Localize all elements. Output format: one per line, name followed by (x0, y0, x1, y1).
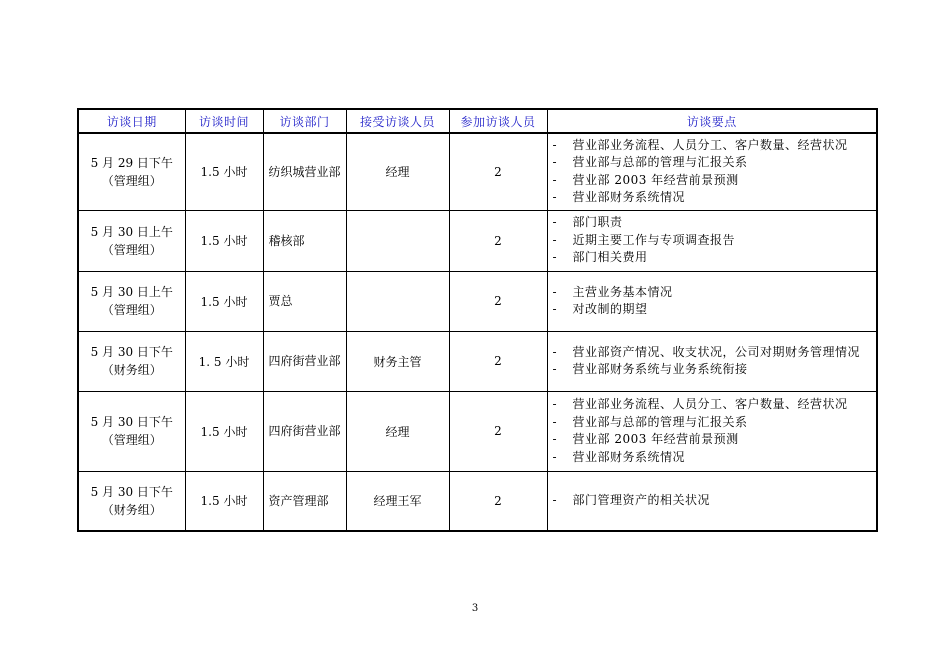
list-item: - 营业部资产情况、收支状况，公司对期财务管理情况 (553, 344, 872, 362)
dept-cell: 贾总 (263, 271, 346, 331)
interviewee-cell: 财务主管 (346, 331, 449, 391)
participants-cell: 2 (449, 271, 547, 331)
group-text: （管理组） (101, 303, 162, 317)
list-item: - 营业部 2003 年经营前景预测 (553, 172, 872, 190)
key-points-list (553, 214, 872, 267)
key-points-cell (547, 331, 877, 391)
time-cell: 1.5 小时 (185, 133, 263, 210)
header-dept: 访谈部门 (263, 109, 346, 133)
list-item: - 营业部财务系统与业务系统衔接 (553, 361, 872, 379)
participants-cell: 2 (449, 210, 547, 271)
list-item: - 部门管理资产的相关状况 (553, 492, 872, 510)
list-item: - 主营业务基本情况 (553, 284, 872, 302)
key-points-list (553, 492, 872, 510)
date-cell (78, 271, 185, 331)
participants-cell: 2 (449, 471, 547, 531)
date-cell (78, 210, 185, 271)
date-cell (78, 331, 185, 391)
dept-cell: 纺织城营业部 (263, 133, 346, 210)
date-text: 5 月 30 日下午 (90, 484, 173, 499)
dept-cell: 资产管理部 (263, 471, 346, 531)
dept-cell: 稽核部 (263, 210, 346, 271)
date-text: 5 月 29 日下午 (90, 155, 173, 170)
participants-cell: 2 (449, 133, 547, 210)
time-cell: 1.5 小时 (185, 391, 263, 471)
list-item: - 营业部业务流程、人员分工、客户数量、经营状况 (553, 137, 872, 155)
date-text: 5 月 30 日下午 (90, 415, 173, 429)
key-points-list (553, 344, 872, 379)
participants-cell: 2 (449, 331, 547, 391)
group-text: （管理组） (101, 242, 162, 257)
date-text: 5 月 30 日下午 (90, 345, 173, 359)
table-row (78, 391, 877, 471)
date-text: 5 月 30 日上午 (90, 224, 173, 239)
list-item: - 营业部与总部的管理与汇报关系 (553, 414, 872, 432)
participants-cell: 2 (449, 391, 547, 471)
list-item: - 对改制的期望 (553, 301, 872, 319)
interviewee-cell: 经理王军 (346, 471, 449, 531)
header-date: 访谈日期 (78, 109, 185, 133)
table-row (78, 133, 877, 210)
date-cell (78, 133, 185, 210)
dept-cell: 四府街营业部 (263, 391, 346, 471)
group-text: （财务组） (101, 363, 162, 377)
list-item: - 营业部 2003 年经营前景预测 (553, 431, 872, 449)
key-points-cell (547, 210, 877, 271)
group-text: （管理组） (101, 433, 162, 447)
list-item: - 部门相关费用 (553, 249, 872, 267)
table-row (78, 331, 877, 391)
time-cell: 1.5 小时 (185, 471, 263, 531)
date-cell (78, 391, 185, 471)
interview-schedule-table (77, 108, 878, 532)
interviewee-cell (346, 271, 449, 331)
time-cell: 1.5 小时 (185, 210, 263, 271)
list-item: - 营业部与总部的管理与汇报关系 (553, 154, 872, 172)
list-item: - 营业部业务流程、人员分工、客户数量、经营状况 (553, 396, 872, 414)
header-participants: 参加访谈人员 (449, 109, 547, 133)
interviewee-cell (346, 210, 449, 271)
date-cell (78, 471, 185, 531)
table-row (78, 210, 877, 271)
key-points-cell (547, 471, 877, 531)
table-header-row (78, 109, 877, 133)
table-row (78, 271, 877, 331)
page-number: 3 (471, 603, 479, 614)
list-item: - 营业部财务系统情况 (553, 449, 872, 467)
header-time: 访谈时间 (185, 109, 263, 133)
key-points-list (553, 284, 872, 319)
time-cell: 1.5 小时 (185, 271, 263, 331)
key-points-cell (547, 271, 877, 331)
group-text: （管理组） (101, 173, 162, 188)
list-item: - 营业部财务系统情况 (553, 189, 872, 207)
table-row (78, 471, 877, 531)
header-key-points: 访谈要点 (547, 109, 877, 133)
list-item: - 部门职责 (553, 214, 872, 232)
key-points-list (553, 396, 872, 466)
key-points-list (553, 137, 872, 207)
key-points-cell (547, 133, 877, 210)
header-interviewee: 接受访谈人员 (346, 109, 449, 133)
dept-cell: 四府街营业部 (263, 331, 346, 391)
key-points-cell (547, 391, 877, 471)
interviewee-cell: 经理 (346, 133, 449, 210)
group-text: （财务组） (101, 502, 162, 517)
time-cell: 1. 5 小时 (185, 331, 263, 391)
date-text: 5 月 30 日上午 (90, 285, 173, 299)
interviewee-cell: 经理 (346, 391, 449, 471)
list-item: - 近期主要工作与专项调查报告 (553, 232, 872, 250)
